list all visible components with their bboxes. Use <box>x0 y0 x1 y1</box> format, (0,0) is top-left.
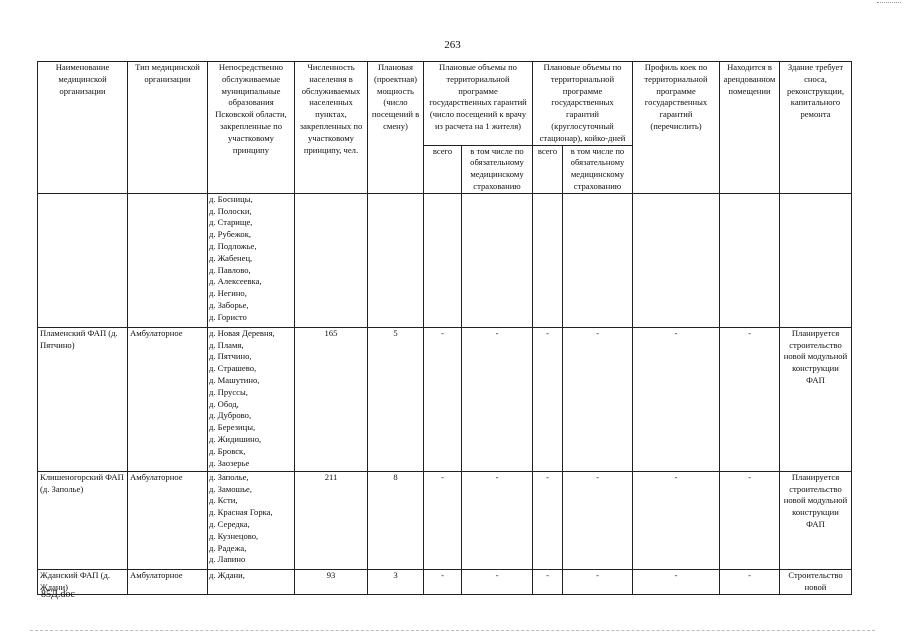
village-name: д. Красная Горка, <box>209 507 273 518</box>
rebuild-cell <box>780 193 852 327</box>
village-name: д. Середка, <box>209 518 250 529</box>
village-name: д. Новая Деревня, <box>209 327 275 338</box>
table-row <box>38 193 852 327</box>
village-name: д. Жидишино, <box>209 433 262 444</box>
bed-profile-cell <box>633 193 720 327</box>
capacity-cell: 8 <box>368 471 424 569</box>
table-row <box>38 327 852 471</box>
village-name: д. Лапино <box>209 554 246 565</box>
care-type-cell: Амбулаторное <box>128 471 208 569</box>
header-op-total: всего <box>424 145 462 193</box>
capacity-cell <box>368 193 424 327</box>
header-inpatient-volumes: Плановые объемы по территориальной программе государственных гарантий (круглосуточный стационар), койко-дней <box>533 62 633 146</box>
header-population: Численность населения в обслуживаемых населенных пунктах, закрепленных по участковому принципу, чел. <box>295 62 368 194</box>
ip-total-cell: - <box>533 569 563 594</box>
population-cell: 165 <box>295 327 368 471</box>
village-name: д. Старище, <box>209 217 253 228</box>
rented-cell: - <box>720 327 780 471</box>
op-oms-cell <box>462 193 533 327</box>
op-total-cell: - <box>424 569 462 594</box>
village-name: д. Жабенец, <box>209 252 253 263</box>
care-type-cell <box>128 193 208 327</box>
population-cell: 93 <box>295 569 368 594</box>
bed-profile-cell: - <box>633 327 720 471</box>
village-name: д. Заборье, <box>209 299 249 310</box>
ip-oms-cell: - <box>563 569 633 594</box>
scan-artifact-top <box>877 2 901 4</box>
rebuild-cell: Планируется строительство новой модульной конструкции ФАП <box>780 471 852 569</box>
capacity-cell: 5 <box>368 327 424 471</box>
rebuild-cell: Планируется строительство новой модульной конструкции ФАП <box>780 327 852 471</box>
op-total-cell: - <box>424 327 462 471</box>
village-list <box>208 569 295 594</box>
population-cell: 211 <box>295 471 368 569</box>
rented-cell: - <box>720 569 780 594</box>
bed-profile-cell: - <box>633 569 720 594</box>
village-name: д. Пятчино, <box>209 351 252 362</box>
village-list <box>208 193 295 327</box>
rented-cell <box>720 193 780 327</box>
village-name: д. Павлово, <box>209 264 251 275</box>
org-name-cell: Пламенский ФАП (д. Пятчино) <box>38 327 128 471</box>
village-name: д. Босницы, <box>209 193 253 204</box>
header-ip-oms: в том числе по обязательному медицинскому страхованию <box>563 145 633 193</box>
op-total-cell: - <box>424 471 462 569</box>
village-name: д. Страшево, <box>209 363 257 374</box>
village-name: д. Гористо <box>209 311 247 322</box>
care-type-cell: Амбулаторное <box>128 569 208 594</box>
header-care-type: Тип медицинской организации <box>128 62 208 194</box>
hospital-network-table <box>37 61 852 595</box>
village-name: д. Радежа, <box>209 542 247 553</box>
village-list <box>208 471 295 569</box>
village-name: д. Дуброво, <box>209 410 252 421</box>
village-name: д. Полоски, <box>209 205 252 216</box>
header-org-name: Наименование медицинской организации <box>38 62 128 194</box>
op-oms-cell: - <box>462 569 533 594</box>
org-name-cell <box>38 193 128 327</box>
village-name: д. Березицы, <box>209 422 256 433</box>
header-rented: Находится в арендованном помещении <box>720 62 780 194</box>
ip-total-cell <box>533 193 563 327</box>
village-name: д. Замошье, <box>209 483 253 494</box>
ip-total-cell: - <box>533 327 563 471</box>
op-oms-cell: - <box>462 471 533 569</box>
ip-oms-cell: - <box>563 471 633 569</box>
village-name: д. Рубежок, <box>209 229 252 240</box>
capacity-cell: 3 <box>368 569 424 594</box>
ip-oms-cell <box>563 193 633 327</box>
header-rebuild: Здание требует сноса, реконструкции, капитального ремонта <box>780 62 852 194</box>
village-name: д. Алексеевка, <box>209 276 262 287</box>
rented-cell: - <box>720 471 780 569</box>
village-name: д. Пламя, <box>209 339 244 350</box>
ip-total-cell: - <box>533 471 563 569</box>
header-ip-total: всего <box>533 145 563 193</box>
village-name: д. Пруссы, <box>209 386 248 397</box>
header-capacity: Плановая (проектная) мощность (число посещений в смену) <box>368 62 424 194</box>
header-op-oms: в том числе по обязательному медицинскому страхованию <box>462 145 533 193</box>
header-bed-profile: Профиль коек по территориальной программе государственных гарантий (перечислить) <box>633 62 720 194</box>
village-name: д. Кузнецово, <box>209 530 259 541</box>
op-total-cell <box>424 193 462 327</box>
page-number: 263 <box>444 39 461 51</box>
care-type-cell: Амбулаторное <box>128 327 208 471</box>
village-name: д. Ксти, <box>209 495 238 506</box>
header-municipal-units: Непосредственно обслуживаемые муниципальные образования Псковской области, закрепленные по участковому принципу <box>208 62 295 194</box>
village-name: д. Машутино, <box>209 374 260 385</box>
op-oms-cell: - <box>462 327 533 471</box>
table-body <box>38 193 852 594</box>
village-name: д. Заозерье <box>209 457 250 468</box>
org-name-cell: Жданский ФАП (д. Ждани) <box>38 569 128 594</box>
ip-oms-cell: - <box>563 327 633 471</box>
village-name: д. Обод, <box>209 398 239 409</box>
scan-artifact-bottom <box>30 630 875 632</box>
table-row <box>38 471 852 569</box>
header-outpatient-volumes: Плановые объемы по территориальной программе государственных гарантий (число посещений к врачу из расчета на 1 жителя) <box>424 62 533 146</box>
bed-profile-cell: - <box>633 471 720 569</box>
village-list <box>208 327 295 471</box>
village-name: д. Бровск, <box>209 445 246 456</box>
footer-filename: 85Д.doc <box>41 589 75 600</box>
village-name: д. Подложье, <box>209 240 257 251</box>
org-name-cell: Клишеногорский ФАП (д. Заполье) <box>38 471 128 569</box>
rebuild-cell: Строительство новой <box>780 569 852 594</box>
table-row <box>38 569 852 594</box>
village-name: д. Негино, <box>209 288 247 299</box>
village-name: д. Заполье, <box>209 471 249 482</box>
population-cell <box>295 193 368 327</box>
village-name: д. Ждани, <box>209 569 245 580</box>
